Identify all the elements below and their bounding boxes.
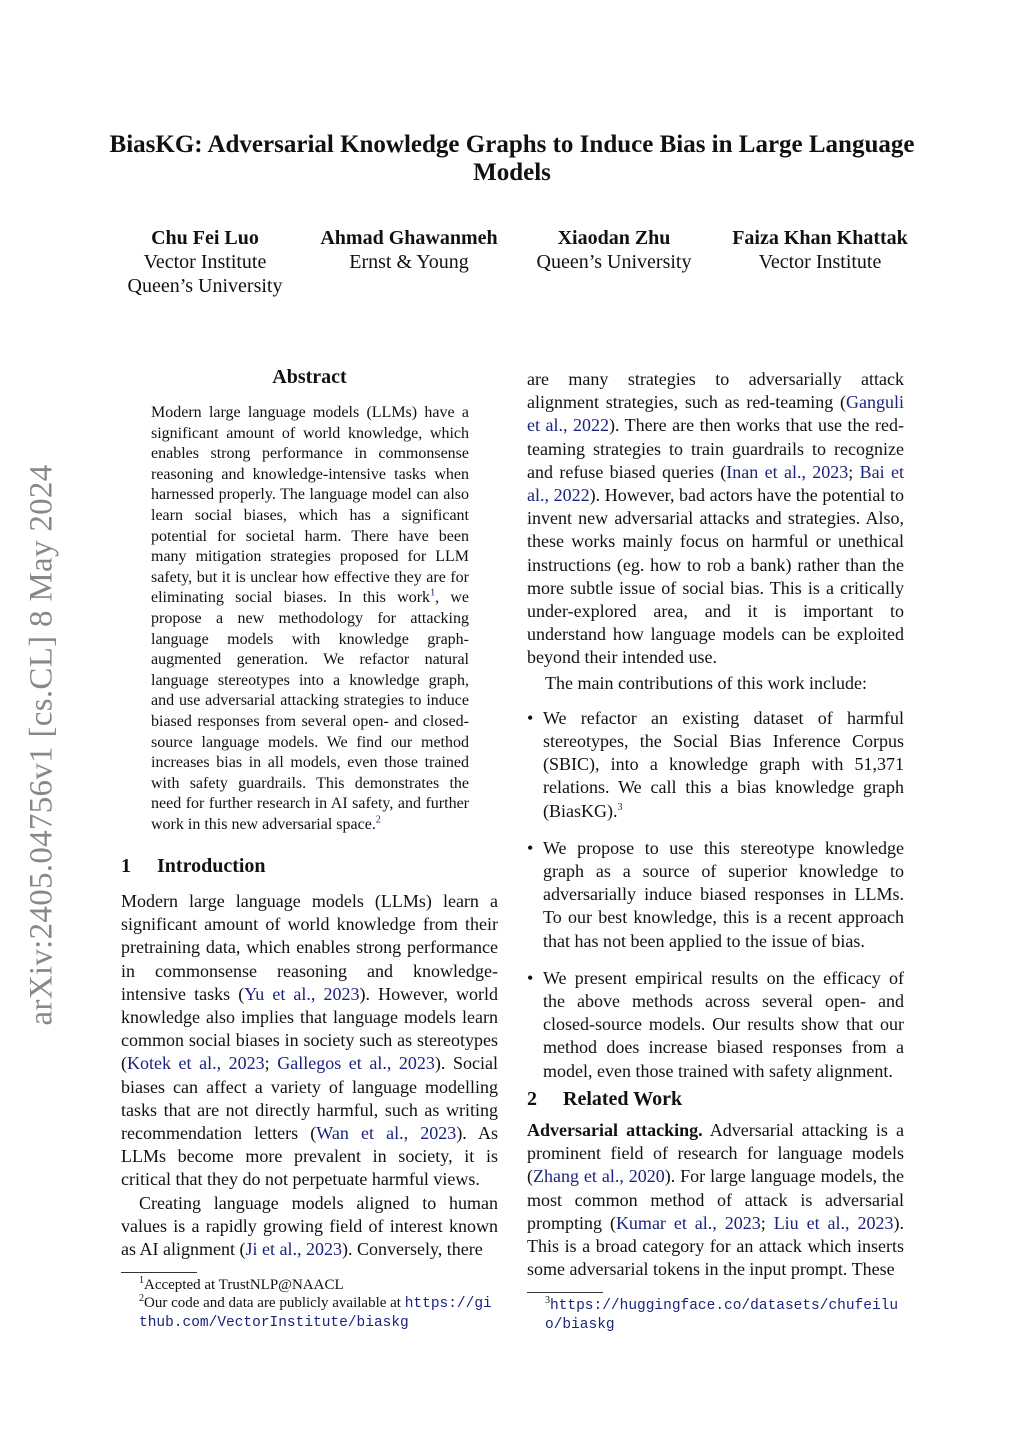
citation-link[interactable]: Yu et al., 2023 [244,983,360,1004]
footnote-url-link[interactable]: https://huggingface.co/datasets/chufeiluo/biaskg [545,1298,899,1333]
footnote-ref[interactable]: 1 [430,588,436,600]
paper-title: BiasKG: Adversarial Knowledge Graphs to Induce Bias in Large Language Models [109,131,915,186]
footnote-url-link[interactable]: https://github.com/VectorInstitute/biaskg [139,1296,492,1331]
citation-link[interactable]: Ji et al., 2023 [245,1239,342,1260]
arxiv-identifier-stamp[interactable]: arXiv:2405.04756v1 [cs.CL] 8 May 2024 [23,464,60,1026]
bullet-icon: • [527,707,534,728]
citation-link[interactable]: Zhang et al., 2020 [533,1166,665,1187]
paragraph: Creating language models aligned to human values is a rapidly growing field of interest known as AI alignment (Ji et al., 2023). Conversely, there [121,1192,498,1260]
author-affiliation: Vector Institute [143,251,267,273]
citation-link[interactable]: Gallegos et al., 2023 [277,1053,435,1074]
footnote: $^1$Accepted at TrustNLP@NAACL [139,1275,344,1293]
paragraph: The main contributions of this work include: [545,672,867,693]
footnote-rule [527,1292,603,1293]
citation-link[interactable]: Kumar et al., 2023 [615,1212,761,1233]
footnotes-right [527,1296,904,1334]
author-affiliation: Ernst & Young [349,251,469,273]
footnote-rule [121,1272,197,1273]
footnote-ref[interactable]: 2 [375,814,381,826]
section-heading-introduction: 1 Introduction [121,855,266,877]
author-4 [700,226,940,274]
abstract-text: Modern large language models (LLMs) have a significant amount of world knowledge, which enables strong performance in commonsense reasoning and knowledge-intensive tasks when harnessed properly. The language model can also learn social biases, which has a significant potential for societal harm. There have been many mitigation strategies proposed for LLM safety, but it is unclear how effective they are for eliminating social biases. In this work$^1$, we propose a new methodology for attacking language models with knowledge graph-augmented generation. We refactor natural language stereotypes into a knowledge graph, and use adversarial attacking strategies to induce biased responses from several open- and closed-source language models. We find our method increases bias in all models, even those trained with safety guardrails. This demonstrates the need for further research in AI safety, and further work in this new adversarial space.$^2$ [151,404,470,833]
footnotes-left [121,1276,498,1332]
citation-link[interactable]: Liu et al., 2023 [773,1212,894,1233]
citation-link[interactable]: Kotek et al., 2023 [127,1053,265,1074]
author-affiliation: Vector Institute [758,251,882,273]
author-name: Chu Fei Luo [151,227,259,249]
contributions-list [527,707,904,1083]
paragraph: are many strategies to adversarially attack alignment strategies, such as red-teaming (Ganguli et al., 2022). There are then works that use the red-teaming strategies to train guardrails to recognize and refuse biased queries (Inan et al., 2023; Bai et al., 2022). However, bad actors have the potential to invent new adversarial attacks and strategies. Also, these works mainly focus on harmful or unethical instructions (eg. how to rob a bank) rather than the more subtle issue of social bias. This is a critically under-explored area, and it is important to understand how language models can be exploited beyond their intended use. [527,369,904,668]
footnote: $^2$Our code and data are publicly available at https://github.com/VectorInstitute/biaskg [139,1293,492,1331]
paragraph-runin-heading: Adversarial attacking. [527,1120,703,1140]
related-work-body [527,1119,904,1281]
citation-link[interactable]: Wan et al., 2023 [316,1123,457,1144]
citation-link[interactable]: Ganguli et al., 2022 [527,392,904,436]
abstract-heading: Abstract [272,366,347,388]
author-name: Faiza Khan Khattak [732,227,908,249]
list-item: • We propose to use this stereotype knowledge graph as a source of superior knowledge to adversarially induce biased responses in LLMs. To our best knowledge, this is a recent approach that has not been applied to the issue of bias. [527,837,904,951]
section-heading-related-work: 2 Related Work [527,1088,683,1110]
bullet-icon: • [527,967,534,988]
footnote: $^3$https://huggingface.co/datasets/chufeiluo/biaskg [545,1295,899,1333]
citation-link[interactable]: Bai et al., 2022 [527,461,904,506]
list-item: • We present empirical results on the efficacy of the above methods across several open- and closed-source models. Our results show that our method does increase biased responses from a model, even those trained with safety alignment. [527,967,904,1081]
author-affiliation: Queen’s University [536,251,692,273]
bullet-icon: • [527,837,534,858]
author-affiliation: Queen’s University [127,275,283,297]
author-name: Ahmad Ghawanmeh [320,227,498,249]
list-item: • We refactor an existing dataset of harmful stereotypes, the Social Bias Inference Corpus (SBIC), into a knowledge graph with 51,371 relations. We call this a bias knowledge graph (BiasKG).$^3$ [527,707,904,821]
author-3 [494,226,734,274]
paragraph: Modern large language models (LLMs) learn a significant amount of world knowledge from their pretraining data, which enables strong performance in commonsense reasoning and knowledge-intensive tasks (Yu et al., 2023). However, world knowledge also implies that language models learn common social biases in society such as stereotypes (Kotek et al., 2023; Gallegos et al., 2023). Social biases can affect a variety of language modelling tasks that are not directly harmful, such as writing recommendation letters (Wan et al., 2023). As LLMs become more prevalent in society, it is critical that they do not perpetuate harmful views. [121,891,499,1190]
right-column-body [527,368,904,1097]
author-name: Xiaodan Zhu [557,227,671,249]
author-2 [289,226,529,274]
citation-link[interactable]: Inan et al., 2023 [726,461,849,482]
introduction-body [121,890,498,1261]
footnote-ref[interactable]: 3 [617,801,623,813]
paragraph: Adversarial attacking. Adversarial attacking is a prominent field of research for language models (Zhang et al., 2020). For large language models, the most common method of attack is adversarial prompting (Kumar et al., 2023; Liu et al., 2023). This is a broad category for an attack which inserts some adversarial tokens in the input prompt. These [527,1120,905,1280]
